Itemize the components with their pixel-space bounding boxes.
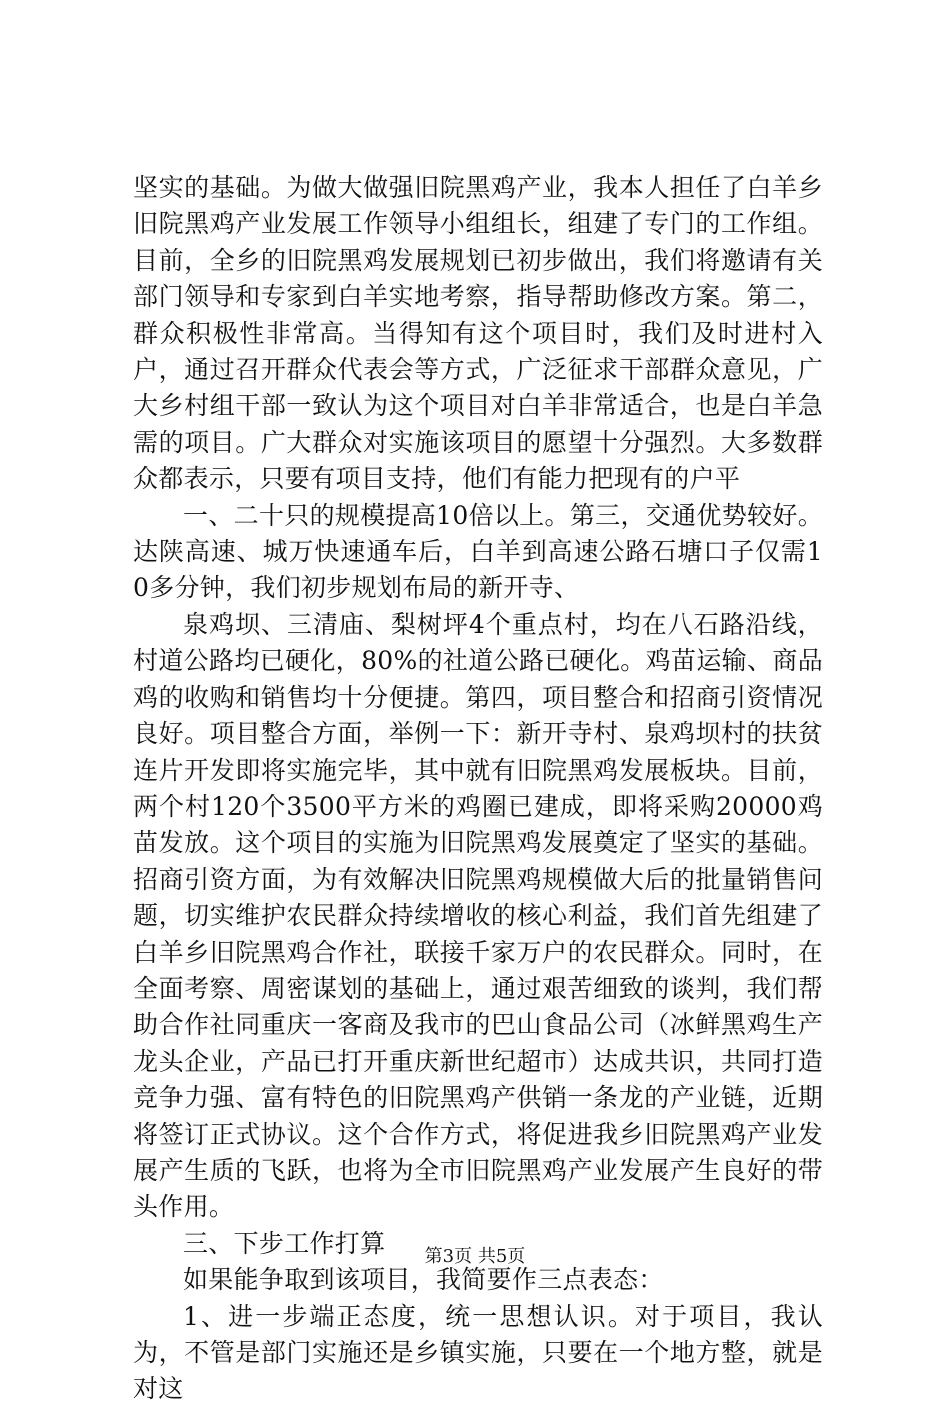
document-body xyxy=(133,170,823,1408)
paragraph-1: 坚实的基础。为做大做强旧院黑鸡产业，我本人担任了白羊乡旧院黑鸡产业发展工作领导小组组长，组建了专门的工作组。目前，全乡的旧院黑鸡发展规划已初步做出，我们将邀请有关部门领导和专家到白羊实地考察，指导帮助修改方案。第二，群众积极性非常高。当得知有这个项目时，我们及时进村入户，通过召开群众代表会等方式，广泛征求干部群众意见，广大乡村组干部一致认为这个项目对白羊非常适合，也是白羊急需的项目。广大群众对实施该项目的愿望十分强烈。大多数群众都表示，只要有项目支持，他们有能力把现有的户平 xyxy=(133,173,823,494)
paragraph-2: 一、二十只的规模提高10倍以上。第三，交通优势较好。达陕高速、城万快速通车后，白羊到高速公路石塘口子仅需10多分钟，我们初步规划布局的新开寺、 xyxy=(133,500,823,603)
page-number-footer: 第3页 共5页 xyxy=(424,1246,526,1267)
paragraph-5: 如果能争取到该项目，我简要作三点表态： xyxy=(183,1265,664,1295)
paragraph-3: 泉鸡坝、三清庙、梨树坪4个重点村，均在八石路沿线，村道公路均已硬化，80%的社道公路已硬化。鸡苗运输、商品鸡的收购和销售均十分便捷。第四，项目整合和招商引资情况良好。项目整合方面，举例一下：新开寺村、泉鸡坝村的扶贫连片开发即将实施完毕，其中就有旧院黑鸡发展板块。目前，两个村120个3500平方米的鸡圈已建成，即将采购20000鸡苗发放。这个项目的实施为旧院黑鸡发展奠定了坚实的基础。招商引资方面，为有效解决旧院黑鸡规模做大后的批量销售问题，切实维护农民群众持续增收的核心利益，我们首先组建了白羊乡旧院黑鸡合作社，联接千家万户的农民群众。同时，在全面考察、周密谋划的基础上，通过艰苦细致的谈判，我们帮助合作社同重庆一客商及我市的巴山食品公司（冰鲜黑鸡生产龙头企业，产品已打开重庆新世纪超市）达成共识，共同打造竞争力强、富有特色的旧院黑鸡产供销一条龙的产业链，近期将签订正式协议。这个合作方式，将促进我乡旧院黑鸡产业发展产生质的飞跃，也将为全市旧院黑鸡产业发展产生良好的带头作用。 xyxy=(133,609,823,1222)
section-heading: 三、下步工作打算 xyxy=(183,1228,386,1258)
paragraph-6: 1、进一步端正态度，统一思想认识。对于项目，我认为，不管是部门实施还是乡镇实施，只要在一个地方整，就是对这 xyxy=(133,1301,823,1404)
